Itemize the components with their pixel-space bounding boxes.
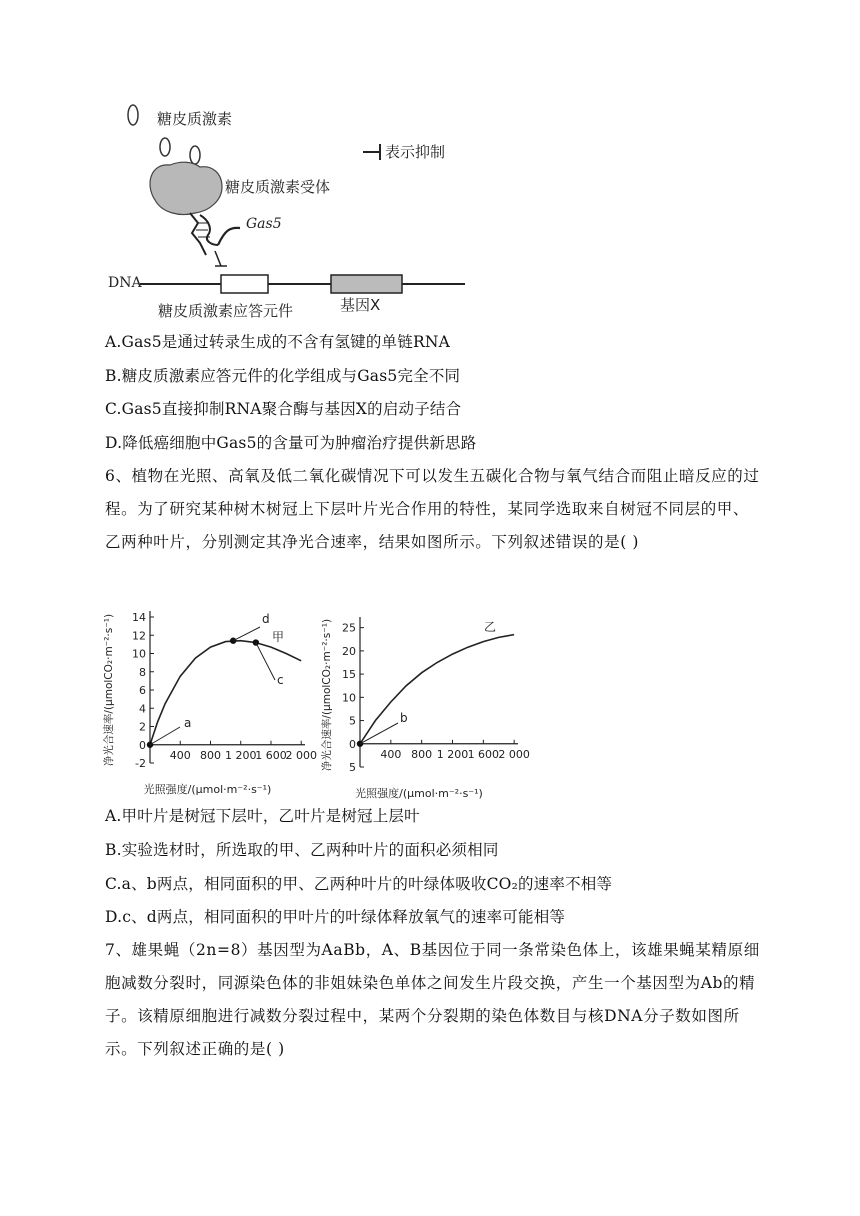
x-tick-label: 1 200 <box>436 747 469 761</box>
y-tick-label: 10 <box>342 691 356 705</box>
q7-stem: 7、雄果蝇（2n=8）基因型为AaBb，A、B基因位于同一条常染色体上，该雄果蝇某精原细胞减数分裂时，同源染色体的非姐妹染色单体之间发生片段交换，产生一个基因型为Ab的精子。该精原细胞进行减数分裂过程中，某两个分裂期的染色体数目与核DNA分子数如图所示。下列叙述正确的是( ) <box>105 941 760 1058</box>
q5-option-a: A.Gas5是通过转录生成的不含有氢键的单链RNA <box>105 333 450 351</box>
q6-option-a: A.甲叶片是树冠下层叶，乙叶片是树冠上层叶 <box>105 807 420 825</box>
y-tick-label: 2 <box>139 720 146 734</box>
y-axis-label: 净光合速率/(μmolCO₂·m⁻²·s⁻¹) <box>321 618 333 772</box>
gas5-diagram <box>100 95 480 325</box>
q5-option-b: B.糖皮质激素应答元件的化学组成与Gas5完全不同 <box>105 367 461 385</box>
x-tick-label: 1 600 <box>467 747 500 761</box>
x-tick-label: 800 <box>199 748 221 762</box>
point-d-label: d <box>262 612 270 626</box>
point-c-label: c <box>277 673 284 687</box>
inhibition-legend: 表示抑制 <box>385 143 446 161</box>
q5-option-d: D.降低癌细胞中Gas5的含量可为肿瘤治疗提供新思路 <box>105 434 477 452</box>
series-name-label: 甲 <box>272 630 285 644</box>
y-tick-label: -2 <box>135 757 146 770</box>
gene-x-label: 基因X <box>340 296 381 314</box>
series-name-label: 乙 <box>484 620 497 634</box>
chart-jia <box>100 605 320 796</box>
q6-stem: 6、植物在光照、高氧及低二氧化碳情况下可以发生五碳化合物与氧气结合而阻止暗反应的过程。为了研究某种树木树冠上下层叶片光合作用的特性，某同学选取来自树冠不同层的甲、乙两种叶片，分别测定其净光合速率，结果如图所示。下列叙述错误的是( ) <box>105 467 760 551</box>
y-tick-label: 25 <box>342 621 356 635</box>
q6-option-c: C.a、b两点，相同面积的甲、乙两种叶片的叶绿体吸收CO₂的速率不相等 <box>105 875 613 893</box>
y-tick-label: 12 <box>132 629 146 643</box>
point-a-label: a <box>184 716 192 730</box>
hormone-label: 糖皮质激素 <box>157 110 233 128</box>
q6-option-d: D.c、d两点，相同面积的甲叶片的叶绿体释放氧气的速率可能相等 <box>105 908 566 926</box>
x-tick-label: 400 <box>380 747 402 761</box>
x-tick-label: 400 <box>169 748 191 762</box>
y-tick-label: 6 <box>139 684 146 697</box>
y-tick-label: 0 <box>139 738 146 752</box>
q5-option-c: C.Gas5直接抑制RNA聚合酶与基因X的启动子结合 <box>105 400 462 418</box>
series-line-甲 <box>150 641 301 745</box>
receptor-label: 糖皮质激素受体 <box>225 178 331 196</box>
y-tick-label: 4 <box>139 702 146 716</box>
y-tick-label: 5 <box>349 761 356 774</box>
y-tick-label: 8 <box>139 665 146 679</box>
y-tick-label: 14 <box>132 611 146 624</box>
q6-option-b: B.实验选材时，所选取的甲、乙两种叶片的面积必须相同 <box>105 841 499 859</box>
point-b-label: b <box>400 711 408 725</box>
x-axis-label: 光照强度/(μmol·m⁻²·s⁻¹) <box>355 787 483 800</box>
y-axis-label: 净光合速率/(μmolCO₂·m⁻²·s⁻¹) <box>103 613 115 767</box>
y-tick-label: 10 <box>132 647 146 661</box>
response-element-label: 糖皮质激素应答元件 <box>158 302 294 320</box>
x-tick-label: 1 600 <box>255 748 287 762</box>
point-b-pointer <box>360 723 398 744</box>
x-axis-label: 光照强度/(μmol·m⁻²·s⁻¹) <box>143 783 272 796</box>
y-tick-label: 20 <box>342 644 356 658</box>
y-tick-label: 0 <box>349 737 356 751</box>
y-tick-label: 15 <box>342 668 356 682</box>
dna-label: DNA <box>108 275 142 291</box>
chart-yi-svg <box>318 605 533 800</box>
x-tick-label: 2 000 <box>498 747 530 761</box>
series-line-乙 <box>360 635 514 744</box>
y-tick-label: 5 <box>349 714 356 728</box>
gas5-diagram-graphic <box>100 95 480 325</box>
gas5-label: Gas5 <box>246 216 282 232</box>
x-tick-label: 2 000 <box>285 748 317 762</box>
x-tick-label: 1 200 <box>224 748 257 762</box>
x-tick-label: 800 <box>411 747 433 761</box>
point-d-pointer <box>233 627 260 641</box>
chart-jia-svg <box>100 605 320 796</box>
point-c <box>253 639 259 645</box>
chart-yi <box>318 605 533 800</box>
